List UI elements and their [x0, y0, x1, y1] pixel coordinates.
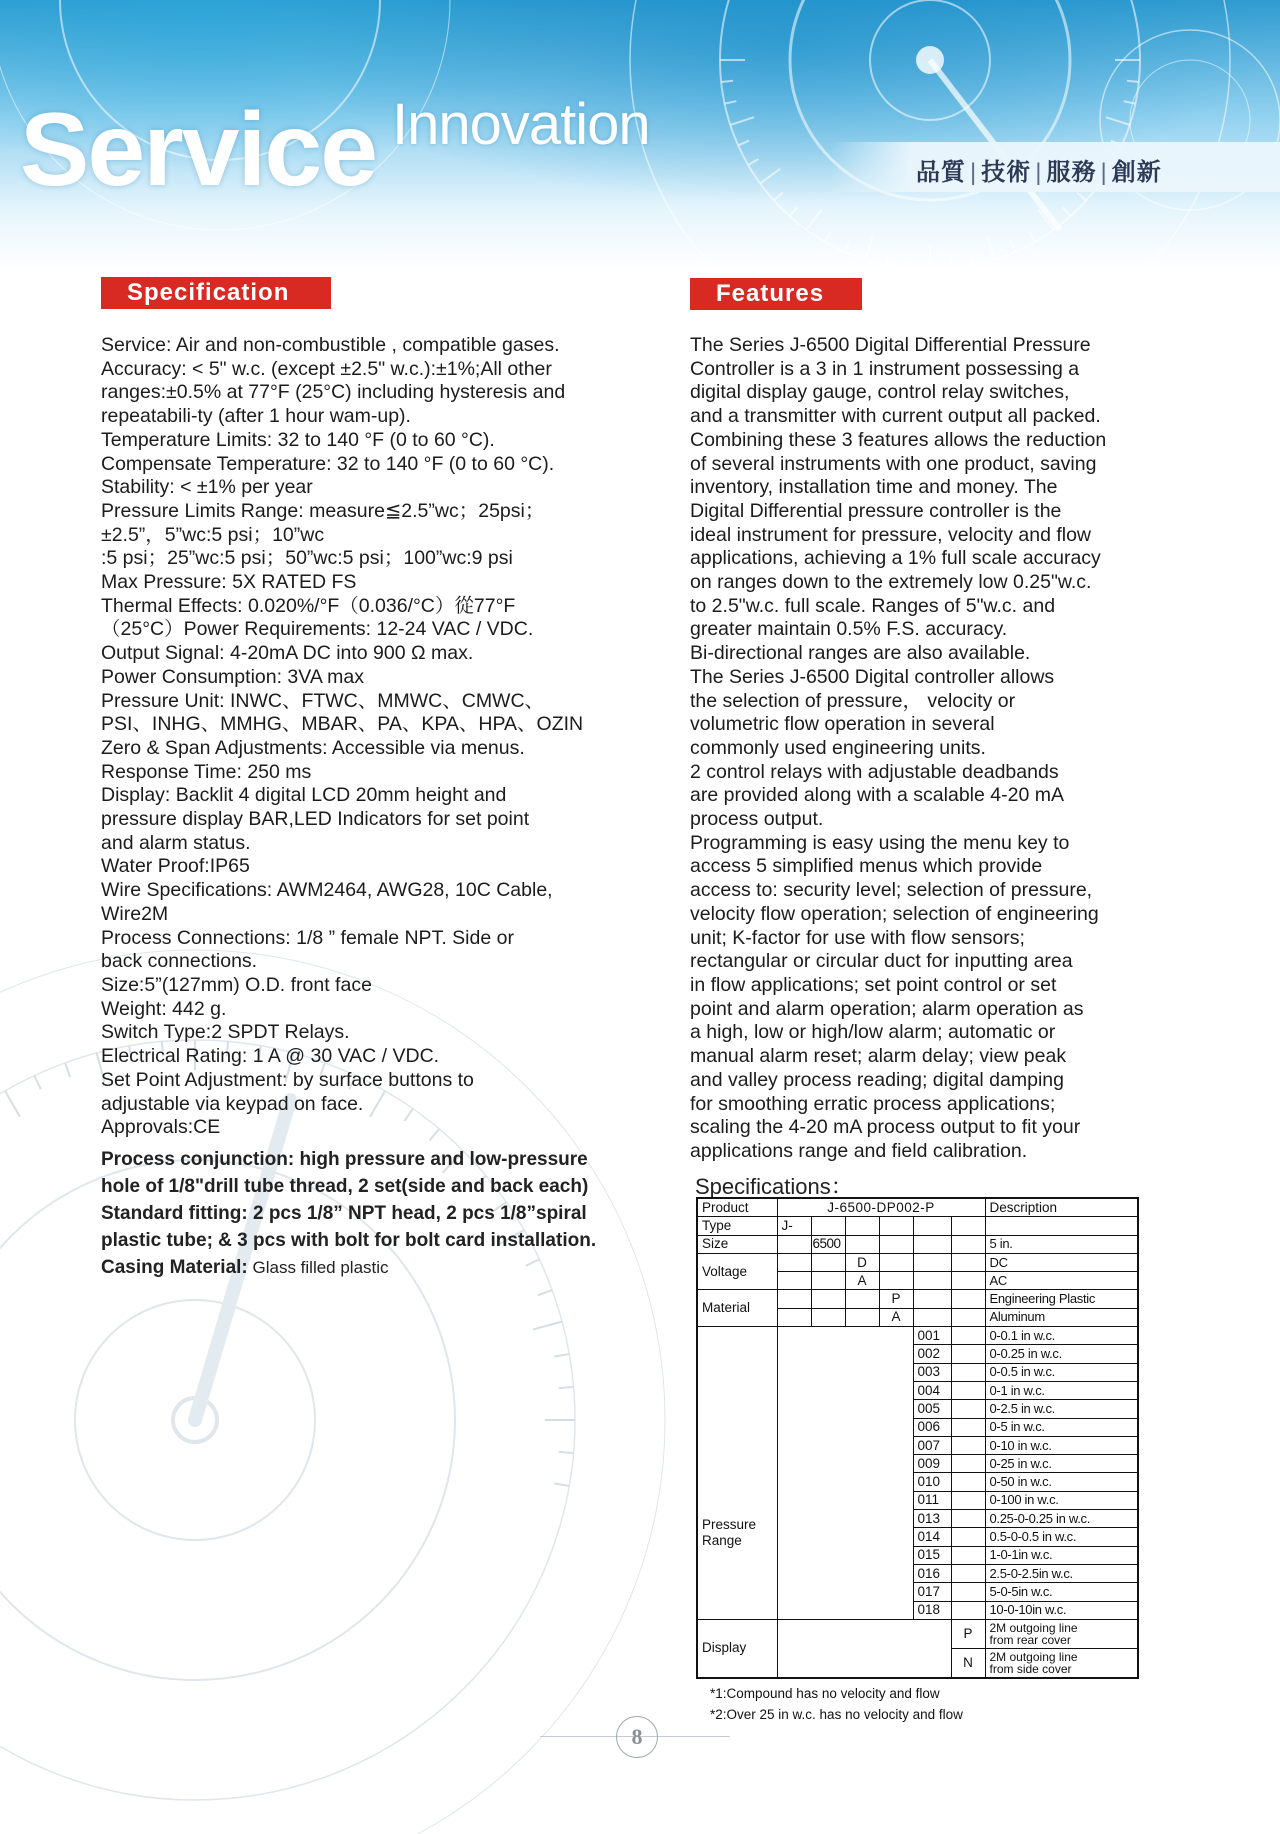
- features-line: access 5 simplified menus which provide: [690, 855, 1043, 878]
- specification-line: Stability: < ±1% per year: [101, 476, 313, 499]
- features-column: [690, 334, 1200, 1164]
- features-line: and valley process reading; digital damping: [690, 1068, 1064, 1091]
- display-desc-line: 2M outgoing line: [989, 1620, 1078, 1635]
- specification-line: Output Signal: 4-20mA DC into 900 Ω max.: [101, 642, 474, 665]
- header-description-cell: Description: [985, 1198, 1138, 1217]
- table-cell: [777, 1272, 811, 1290]
- range-code-cell: 010: [913, 1473, 951, 1491]
- material-label-cell: Material: [697, 1290, 777, 1327]
- ordering-code-table: [696, 1197, 1139, 1679]
- table-cell: [951, 1327, 985, 1345]
- table-cell: [951, 1253, 985, 1271]
- note-line: *1:Compound has no velocity and flow: [710, 1686, 940, 1701]
- table-cell: [845, 1308, 879, 1326]
- range-desc-cell: 0-50 in w.c.: [985, 1473, 1138, 1491]
- display-desc-cell: [985, 1648, 1138, 1678]
- header-banner: [0, 0, 1280, 270]
- tagline-words: [916, 152, 1162, 187]
- specification-line: Temperature Limits: 32 to 140 °F (0 to 60 °C).: [101, 428, 495, 451]
- features-line: volumetric flow operation in several: [690, 713, 995, 736]
- specification-bold-line: hole of 1/8"drill tube thread, 2 set(side and back each): [101, 1175, 589, 1197]
- range-code-cell: 013: [913, 1510, 951, 1528]
- table-cell: [951, 1345, 985, 1363]
- table-cell: [777, 1253, 811, 1271]
- header-product-cell: Product: [697, 1198, 777, 1217]
- material-desc-cell: Aluminum: [985, 1308, 1138, 1326]
- range-code-cell: 003: [913, 1363, 951, 1381]
- tagline-word: 服務: [1046, 159, 1097, 186]
- display-desc-line: from rear cover: [989, 1632, 1071, 1647]
- range-code-cell: 007: [913, 1436, 951, 1454]
- tagline-word: 創新: [1111, 159, 1162, 186]
- table-cell: [913, 1217, 951, 1235]
- display-desc-line: from side cover: [989, 1661, 1072, 1676]
- features-section-tag: Features: [690, 278, 862, 310]
- features-line: process output.: [690, 808, 824, 831]
- features-line: of several instruments with one product, saving: [690, 452, 1097, 475]
- specification-line: :5 psi；25”wc:5 psi；50”wc:5 psi；100”wc:9 psi: [101, 547, 513, 570]
- specification-bold-lines: [101, 1146, 641, 1254]
- table-cell: [845, 1290, 879, 1308]
- specification-line: back connections.: [101, 950, 258, 973]
- table-row: [697, 1253, 1138, 1271]
- size-label-cell: Size: [697, 1235, 777, 1253]
- range-desc-cell: 0-10 in w.c.: [985, 1436, 1138, 1454]
- tagline-bar: [830, 142, 1280, 192]
- table-cell: [777, 1290, 811, 1308]
- pressure-range-label: Pressure: [702, 1516, 757, 1532]
- tagline-separator: |: [970, 159, 978, 186]
- title-innovation: Innovation: [392, 92, 650, 157]
- features-line: The Series J-6500 Digital controller allows: [690, 665, 1055, 688]
- range-code-cell: 002: [913, 1345, 951, 1363]
- specification-line: Compensate Temperature: 32 to 140 °F (0 to 60 °C).: [101, 452, 555, 475]
- specification-line: Water Proof:IP65: [101, 855, 250, 878]
- features-line: 2 control relays with adjustable deadbands: [690, 760, 1059, 783]
- specification-line: Max Pressure: 5X RATED FS: [101, 571, 357, 594]
- specification-line: Process Connections: 1/8 ” female NPT. Side or: [101, 926, 514, 949]
- features-line: Digital Differential pressure controller is the: [690, 499, 1062, 522]
- table-cell: [913, 1308, 951, 1326]
- tagline-separator: |: [1035, 159, 1043, 186]
- features-line: rectangular or circular duct for inputting area: [690, 950, 1073, 973]
- features-line: the selection of pressure， velocity or: [690, 689, 1016, 712]
- range-desc-cell: 0-1 in w.c.: [985, 1381, 1138, 1399]
- specification-bold-line: Standard fitting: 2 pcs 1/8” NPT head, 2 pcs 1/8”spiral: [101, 1202, 587, 1224]
- range-code-cell: 014: [913, 1528, 951, 1546]
- material-code-cell: P: [879, 1290, 913, 1308]
- range-desc-cell: 10-0-10in w.c.: [985, 1601, 1138, 1619]
- table-cell: [879, 1272, 913, 1290]
- specification-line: Service: Air and non-combustible , compatible gases.: [101, 334, 560, 356]
- specification-line: Display: Backlit 4 digital LCD 20mm height and: [101, 784, 507, 807]
- specification-line: Set Point Adjustment: by surface buttons to: [101, 1068, 474, 1091]
- range-desc-cell: 0-0.5 in w.c.: [985, 1363, 1138, 1381]
- casing-material-line: [101, 1254, 641, 1281]
- type-label-cell: Type: [697, 1217, 777, 1235]
- table-row: [697, 1290, 1138, 1308]
- range-desc-cell: 0.25-0-0.25 in w.c.: [985, 1510, 1138, 1528]
- table-cell: [811, 1308, 845, 1326]
- features-line: scaling the 4-20 mA process output to fit your: [690, 1116, 1081, 1139]
- specification-bold-line: Process conjunction: high pressure and low-pressure: [101, 1148, 588, 1170]
- features-line: in flow applications; set point control or set: [690, 973, 1057, 996]
- specification-lines: [101, 334, 641, 1140]
- table-row: [697, 1619, 1138, 1648]
- table-cell: [913, 1290, 951, 1308]
- specification-line: Pressure Limits Range: measure≦2.5”wc；25psi；: [101, 499, 545, 522]
- display-desc-line: 2M outgoing line: [989, 1649, 1078, 1664]
- table-cell: [811, 1217, 845, 1235]
- table-row: [697, 1198, 1138, 1217]
- table-cell: [913, 1272, 951, 1290]
- display-label-cell: Display: [697, 1619, 777, 1678]
- specification-line: ±2.5”，5”wc:5 psi；10”wc: [101, 523, 325, 546]
- table-cell: [951, 1272, 985, 1290]
- specification-bold-block: [101, 1146, 641, 1281]
- casing-material-value: Glass filled plastic: [247, 1257, 389, 1277]
- casing-material-label: Casing Material:: [101, 1256, 248, 1278]
- header-model-cell: J-6500-DP002-P: [777, 1198, 985, 1217]
- ordering-notes: [710, 1683, 963, 1725]
- range-desc-cell: 0.5-0-0.5 in w.c.: [985, 1528, 1138, 1546]
- voltage-desc-cell: DC: [985, 1253, 1138, 1271]
- tagline-word: 技術: [981, 159, 1032, 186]
- features-line: and a transmitter with current output all packed.: [690, 405, 1101, 428]
- features-line: inventory, installation time and money. The: [690, 476, 1058, 499]
- range-desc-cell: 1-0-1in w.c.: [985, 1546, 1138, 1564]
- specification-line: Size:5”(127mm) O.D. front face: [101, 973, 372, 996]
- table-cell: [951, 1601, 985, 1619]
- range-code-cell: 009: [913, 1455, 951, 1473]
- features-line: applications range and field calibration.: [690, 1139, 1028, 1162]
- table-cell: [811, 1290, 845, 1308]
- table-cell: [845, 1235, 879, 1253]
- specification-line: PSI、INHG、MMHG、MBAR、PA、KPA、HPA、OZIN: [101, 713, 584, 736]
- size-code-cell: 6500: [811, 1235, 845, 1253]
- features-line: commonly used engineering units.: [690, 736, 986, 759]
- features-line: a high, low or high/low alarm; automatic or: [690, 1021, 1056, 1044]
- title-service: Service: [20, 92, 377, 208]
- specification-line: Electrical Rating: 1 A @ 30 VAC / VDC.: [101, 1045, 440, 1068]
- table-cell: [879, 1217, 913, 1235]
- voltage-label-cell: Voltage: [697, 1253, 777, 1290]
- display-code-cell: N: [951, 1648, 985, 1678]
- features-lines: [690, 334, 1200, 1164]
- specification-line: Power Consumption: 3VA max: [101, 665, 365, 688]
- range-desc-cell: 0-0.25 in w.c.: [985, 1345, 1138, 1363]
- specification-line: Accuracy: < 5" w.c. (except ±2.5" w.c.):±1%;All other: [101, 357, 552, 380]
- range-code-cell: 011: [913, 1491, 951, 1509]
- specification-line: pressure display BAR,LED Indicators for set point: [101, 808, 530, 831]
- features-line: Bi-directional ranges are also available.: [690, 642, 1031, 665]
- features-line: point and alarm operation; alarm operation as: [690, 997, 1084, 1020]
- table-cell: [951, 1528, 985, 1546]
- table-cell: [951, 1363, 985, 1381]
- table-cell: [951, 1418, 985, 1436]
- specification-line: （25°C）Power Requirements: 12-24 VAC / VDC.: [101, 618, 534, 641]
- ordering-specifications-title: Specifications：: [695, 1174, 853, 1199]
- range-code-cell: 018: [913, 1601, 951, 1619]
- table-cell: [879, 1235, 913, 1253]
- range-code-cell: 006: [913, 1418, 951, 1436]
- voltage-desc-cell: AC: [985, 1272, 1138, 1290]
- range-desc-cell: 0-0.1 in w.c.: [985, 1327, 1138, 1345]
- specification-line: repeatabili-ty (after 1 hour wam-up).: [101, 405, 411, 428]
- table-cell: [951, 1564, 985, 1582]
- range-code-cell: 016: [913, 1564, 951, 1582]
- table-cell: [951, 1217, 985, 1235]
- features-line: Controller is a 3 in 1 instrument possessing a: [690, 357, 1080, 380]
- voltage-code-cell: A: [845, 1272, 879, 1290]
- material-code-cell: A: [879, 1308, 913, 1326]
- table-cell: [811, 1253, 845, 1271]
- table-cell: [951, 1235, 985, 1253]
- specification-line: Approvals:CE: [101, 1116, 221, 1139]
- table-cell: [985, 1217, 1138, 1235]
- specification-column: [101, 334, 641, 1281]
- features-line: for smoothing erratic process applications;: [690, 1092, 1056, 1115]
- range-desc-cell: 0-100 in w.c.: [985, 1491, 1138, 1509]
- table-cell: [951, 1583, 985, 1601]
- specification-line: ranges:±0.5% at 77°F (25°C) including hysteresis and: [101, 381, 566, 404]
- table-cell: [777, 1235, 811, 1253]
- table-cell: [951, 1510, 985, 1528]
- features-line: digital display gauge, control relay switches,: [690, 381, 1070, 404]
- table-cell: [951, 1436, 985, 1454]
- features-line: are provided along with a scalable 4-20 mA: [690, 784, 1064, 807]
- features-line: ideal instrument for pressure, velocity and flow: [690, 523, 1092, 546]
- table-cell: [951, 1546, 985, 1564]
- pressure-range-label: Range: [702, 1532, 742, 1548]
- specification-line: Thermal Effects: 0.020%/°F（0.036/°C）從77°F: [101, 594, 516, 617]
- specification-section-tag: Specification: [101, 277, 331, 309]
- size-desc-cell: 5 in.: [985, 1235, 1138, 1253]
- features-line: greater maintain 0.5% F.S. accuracy.: [690, 618, 1008, 641]
- tagline-separator: |: [1100, 159, 1108, 186]
- features-line: access to: security level; selection of pressure,: [690, 879, 1093, 902]
- features-line: The Series J-6500 Digital Differential Pressure: [690, 334, 1091, 356]
- features-line: manual alarm reset; alarm delay; view peak: [690, 1045, 1067, 1068]
- page-number: 8: [616, 1716, 658, 1758]
- specification-line: Wire2M: [101, 902, 169, 925]
- range-code-cell: 004: [913, 1381, 951, 1399]
- specification-line: Pressure Unit: INWC、FTWC、MMWC、CMWC、: [101, 689, 545, 712]
- table-row: [697, 1217, 1138, 1235]
- specification-line: Switch Type:2 SPDT Relays.: [101, 1021, 350, 1044]
- specification-bold-line: plastic tube; & 3 pcs with bolt for bolt card installation.: [101, 1229, 597, 1251]
- range-desc-cell: 0-5 in w.c.: [985, 1418, 1138, 1436]
- material-desc-cell: Engineering Plastic: [985, 1290, 1138, 1308]
- range-desc-cell: 2.5-0-2.5in w.c.: [985, 1564, 1138, 1582]
- display-code-cell: P: [951, 1619, 985, 1648]
- display-desc-cell: [985, 1619, 1138, 1648]
- features-line: unit; K-factor for use with flow sensors;: [690, 926, 1025, 949]
- table-cell: [845, 1217, 879, 1235]
- table-cell: [811, 1272, 845, 1290]
- range-desc-cell: 5-0-5in w.c.: [985, 1583, 1138, 1601]
- range-desc-cell: 0-2.5 in w.c.: [985, 1400, 1138, 1418]
- table-cell: [951, 1491, 985, 1509]
- specification-line: Wire Specifications: AWM2464, AWG28, 10C Cable,: [101, 879, 553, 902]
- specification-line: Weight: 442 g.: [101, 997, 227, 1020]
- table-cell: [777, 1619, 951, 1678]
- specification-line: Response Time: 250 ms: [101, 760, 312, 783]
- note-line: *2:Over 25 in w.c. has no velocity and flow: [710, 1707, 963, 1722]
- table-cell: [951, 1400, 985, 1418]
- specification-line: adjustable via keypad on face.: [101, 1092, 364, 1115]
- type-code-cell: J-: [777, 1217, 811, 1235]
- features-line: Programming is easy using the menu key to: [690, 831, 1070, 854]
- range-code-cell: 017: [913, 1583, 951, 1601]
- tagline-word: 品質: [916, 159, 966, 186]
- features-line: velocity flow operation; selection of engineering: [690, 902, 1099, 925]
- range-desc-cell: 0-25 in w.c.: [985, 1455, 1138, 1473]
- features-line: applications, achieving a 1% full scale accuracy: [690, 547, 1101, 570]
- range-code-cell: 005: [913, 1400, 951, 1418]
- features-line: on ranges down to the extremely low 0.25"w.c.: [690, 571, 1092, 594]
- table-cell: [777, 1308, 811, 1326]
- range-code-cell: 001: [913, 1327, 951, 1345]
- table-cell: [951, 1455, 985, 1473]
- table-cell: [951, 1381, 985, 1399]
- features-line: to 2.5"w.c. full scale. Ranges of 5"w.c. and: [690, 594, 1056, 617]
- voltage-code-cell: D: [845, 1253, 879, 1271]
- pressure-range-label-cell: [697, 1327, 777, 1620]
- specification-line: and alarm status.: [101, 831, 251, 854]
- table-cell: [913, 1235, 951, 1253]
- table-cell: [951, 1308, 985, 1326]
- specification-line: Zero & Span Adjustments: Accessible via menus.: [101, 736, 525, 759]
- range-code-cell: 015: [913, 1546, 951, 1564]
- table-cell: [913, 1253, 951, 1271]
- table-row: [697, 1327, 1138, 1345]
- table-cell: [951, 1290, 985, 1308]
- table-cell: [951, 1473, 985, 1491]
- table-cell: [879, 1253, 913, 1271]
- features-line: Combining these 3 features allows the reduction: [690, 428, 1107, 451]
- table-row: [697, 1235, 1138, 1253]
- table-cell: [777, 1327, 913, 1620]
